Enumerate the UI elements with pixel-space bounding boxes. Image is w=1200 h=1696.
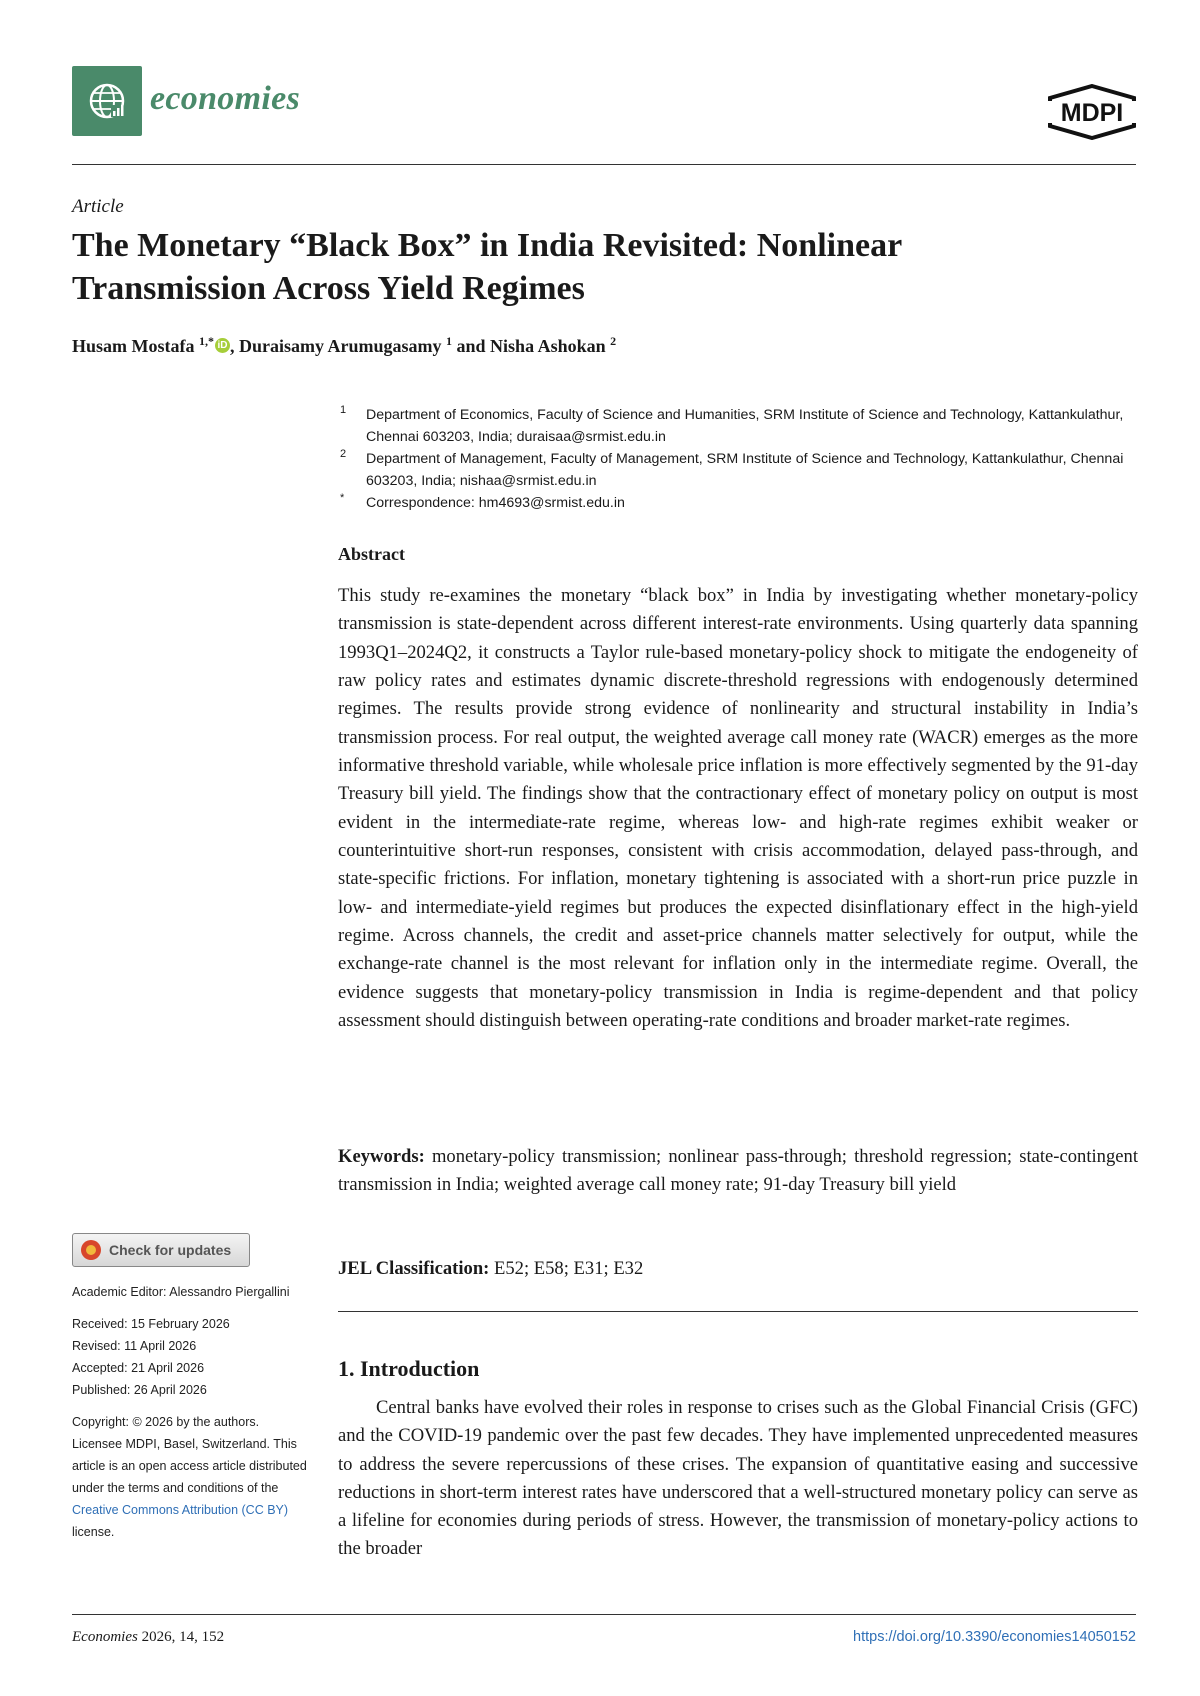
academic-editor: Academic Editor: Alessandro Piergallini	[72, 1285, 290, 1299]
received-date: Received: 15 February 2026	[72, 1317, 230, 1331]
affiliation-text: Department of Management, Faculty of Management, SRM Institute of Science and Technology, Kattankulathur, Chennai 603203, India; nishaa@srmist.edu.in	[366, 451, 1124, 489]
jel-codes: E52; E58; E31; E32	[494, 1258, 644, 1279]
keywords-text: monetary-policy transmission; nonlinear pass-through; threshold regression; state-contingent transmission in India; weighted average call money rate; 91-day Treasury bill yield	[338, 1146, 1138, 1195]
author-affil-mark: 2	[610, 334, 617, 348]
published-date: Published: 26 April 2026	[72, 1383, 207, 1397]
footer-divider	[72, 1614, 1136, 1615]
section-divider	[338, 1311, 1138, 1312]
introduction-text: Central banks have evolved their roles in response to crises such as the Global Financial Crisis (GFC) and the COVID-19 pandemic over the past few decades. They have implemented unprecedented measures to address the severe repercussions of these crises. The expansion of quantitative easing and successive reductions in short-term interest rates have underscored that a well-structured monetary policy can serve as a lifeline for economies during periods of stress. However, the transmission of monetary-policy actions to the broader	[338, 1397, 1138, 1560]
header-divider	[72, 164, 1136, 165]
affiliation-text: Department of Economics, Faculty of Science and Humanities, SRM Institute of Science and Technology, Kattankulathur, Chennai 603203, India; duraisaa@srmist.edu.in	[366, 407, 1124, 445]
license-link[interactable]: Creative Commons Attribution (CC BY)	[72, 1503, 289, 1517]
jel-label: JEL Classification:	[338, 1258, 490, 1279]
affiliation-mark: *	[340, 492, 345, 504]
check-for-updates-button[interactable]	[72, 1233, 250, 1267]
license-tail: license.	[72, 1525, 115, 1539]
journal-name: economies	[150, 80, 301, 117]
mdpi-logo	[1044, 84, 1140, 145]
check-updates-icon	[81, 1240, 101, 1260]
journal-logo	[72, 66, 142, 136]
abstract-heading: Abstract	[338, 544, 405, 564]
affiliations	[340, 404, 1140, 514]
affiliation-mark: 1	[340, 404, 347, 416]
article-info-sidebar	[72, 1281, 312, 1543]
affiliation-item	[340, 404, 1140, 448]
check-updates-label: Check for updates	[109, 1242, 232, 1258]
author-name[interactable]: Nisha Ashokan	[490, 336, 606, 356]
author-affil-mark: 1,*	[199, 334, 214, 348]
keywords-label: Keywords:	[338, 1146, 425, 1167]
revised-date: Revised: 11 April 2026	[72, 1339, 197, 1353]
keywords	[338, 1143, 1138, 1199]
footer-volume: 2026, 14, 152	[141, 1629, 225, 1645]
copyright-notice	[72, 1411, 312, 1543]
author-list: Husam Mostafa $^{1,*}$ iD , Duraisamy Arumugasamy $^1$ and Nisha Ashokan $^2$	[72, 334, 617, 356]
globe-icon	[86, 80, 128, 122]
doi-link[interactable]: https://doi.org/10.3390/economies14050152	[853, 1629, 1136, 1645]
author-name[interactable]: Husam Mostafa	[72, 336, 195, 356]
author-conjunction: and	[456, 336, 486, 356]
orcid-icon[interactable]: iD	[215, 338, 230, 353]
affiliation-mark: 2	[340, 448, 347, 460]
correspondence-text: Correspondence: hm4693@srmist.edu.in	[366, 495, 625, 511]
abstract-text: This study re-examines the monetary “black box” in India by investigating whether monetary-policy transmission is state-dependent across different interest-rate environments. Using quarterly data spanning 1993Q1–2024Q2, it constructs a Taylor rule-based monetary-policy shock to mitigate the endogeneity of raw policy rates and estimates dynamic discrete-threshold regressions with endogenously determined regimes. The results provide strong evidence of nonlinearity and structural instability in India’s transmission process. For real output, the weighted average call money rate (WACR) emerges as the more informative threshold variable, while wholesale price inflation is more effectively segmented by the 91-day Treasury bill yield. The findings show that the contractionary effect of monetary policy on output is most evident in the intermediate-rate regime, whereas low- and high-rate regimes exhibit weaker or counterintuitive short-run responses, consistent with crisis accommodation, delayed pass-through, and state-specific frictions. For inflation, monetary tightening is associated with a short-run price puzzle in low- and intermediate-yield regimes but produces the expected disinflationary effect in the high-yield regime. Across channels, the credit and asset-price channels matter selectively for output, while the exchange-rate channel is the most relevant for inflation only in the intermediate regime. Overall, the evidence suggests that monetary-policy transmission in India is regime-dependent and that policy assessment should distinguish between operating-rate conditions and broader market-rate regimes.	[338, 585, 1138, 1032]
accepted-date: Accepted: 21 April 2026	[72, 1361, 205, 1375]
author-affil-mark: 1	[446, 334, 453, 348]
copyright-text: Copyright: © 2026 by the authors. Licensee MDPI, Basel, Switzerland. This article is an open access article distributed under the terms and conditions of the	[72, 1415, 307, 1495]
affiliation-item	[340, 448, 1140, 492]
footer-journal: Economies	[72, 1629, 138, 1645]
mdpi-logo-text: MDPI	[1060, 99, 1124, 127]
article-type: Article	[72, 196, 124, 217]
footer-citation	[72, 1629, 224, 1646]
jel-classification	[338, 1255, 1138, 1283]
author-name[interactable]: Duraisamy Arumugasamy	[239, 336, 442, 356]
page-title: The Monetary “Black Box” in India Revisited: Nonlinear Transmission Across Yield Regimes	[72, 227, 902, 307]
correspondence-item	[340, 492, 1140, 514]
section-heading-introduction: 1. Introduction	[338, 1356, 480, 1381]
